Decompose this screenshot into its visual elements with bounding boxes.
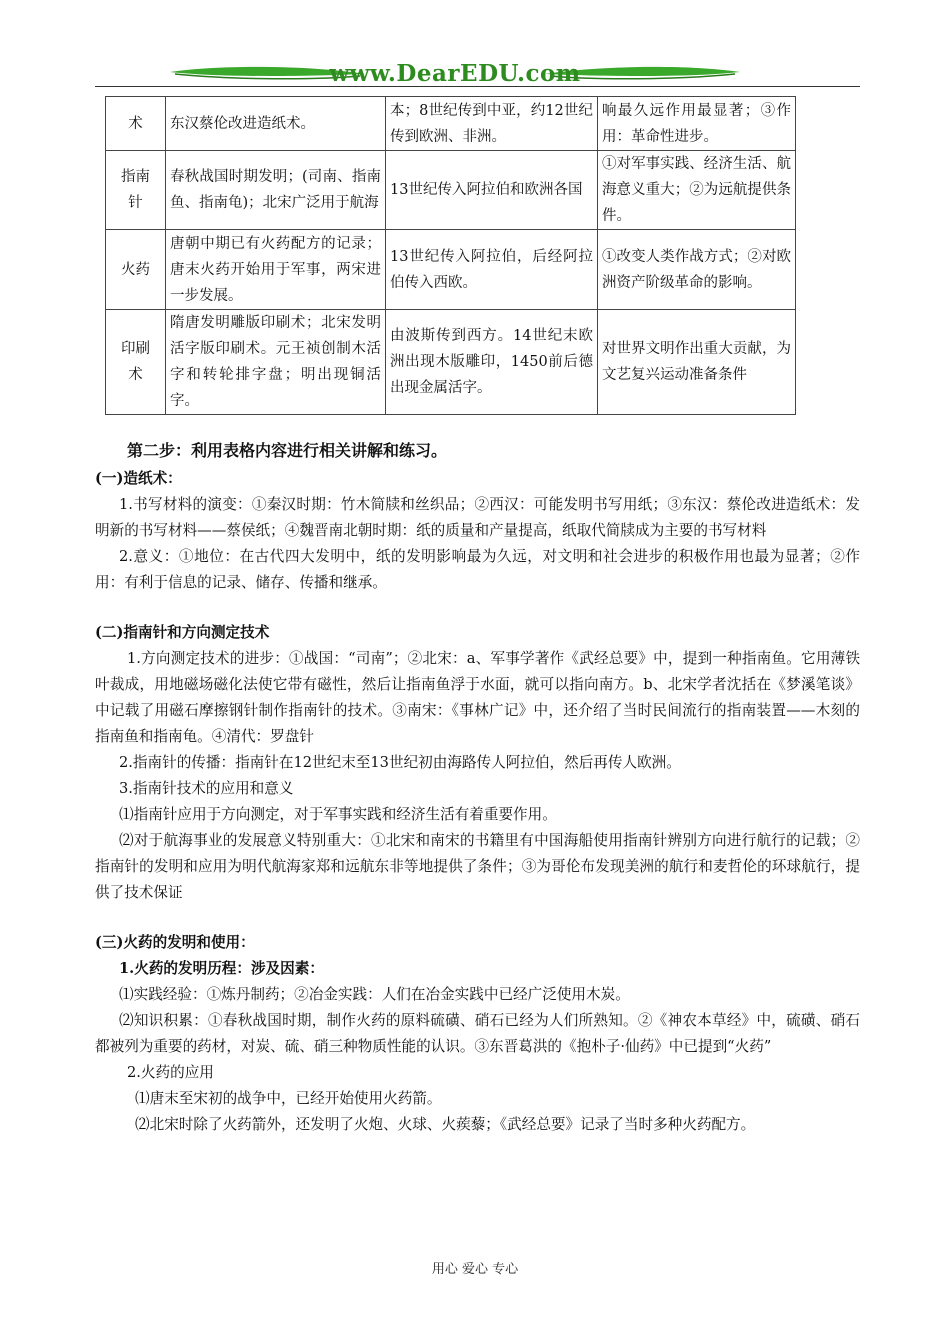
paragraph: ⑴指南针应用于方向测定，对于军事实践和经济生活有着重要作用。: [119, 806, 557, 823]
paragraph: 1.书写材料的演变：①秦汉时期：竹木简牍和丝织品；②西汉：可能发明书写用纸；③东汉：蔡伦改进造纸术：发明新的书写材料——蔡侯纸；④魏晋南北朝时期：纸的质量和产量提高，纸取代简牍成为主要的书写材料: [95, 496, 860, 539]
table-cell-invention: 指南针: [106, 151, 166, 230]
table-cell-spread: 13世纪传入阿拉伯，后经阿拉伯传入西欧。: [386, 230, 598, 310]
subheading: 1.火药的发明历程：涉及因素：: [119, 960, 324, 977]
paragraph: 2.火药的应用: [127, 1064, 214, 1081]
table-cell-impact: ①对军事实践、经济生活、航海意义重大；②为远航提供条件。: [598, 151, 796, 230]
table-cell-impact: 对世界文明作出重大贡献，为文艺复兴运动准备条件: [598, 310, 796, 415]
table-row: [106, 97, 796, 151]
table-cell-origin: 隋唐发明雕版印刷术；北宋发明活字版印刷术。元王祯创制木活字和转轮排字盘；明出现铜活字。: [166, 310, 386, 415]
inventions-table: [105, 96, 796, 415]
table-cell-invention: 火药: [106, 230, 166, 310]
paragraph: 1.方向测定技术的进步：①战国：“司南”；②北宋：a、军事学著作《武经总要》中，提到一种指南鱼。它用薄铁叶裁成，用地磁场磁化法使它带有磁性，然后让指南鱼浮于水面，就可以指向南方。b、北宋学者沈括在《梦溪笔谈》中记载了用磁石摩擦钢针制作指南针的技术。③南宋：《事林广记》中，还介绍了当时民间流行的指南装置——木刻的指南鱼和指南龟。④清代：罗盘针: [95, 650, 860, 745]
paragraph: ⑵对于航海事业的发展意义特别重大：①北宋和南宋的书籍里有中国海船使用指南针辨别方向进行航行的记载；②指南针的发明和应用为明代航海家郑和远航东非等地提供了条件；③为哥伦布发现美洲的航行和麦哲伦的环球航行，提供了技术保证: [95, 832, 860, 901]
paragraph: ⑵知识积累：①春秋战国时期，制作火药的原料硫磺、硝石已经为人们所熟知。②《神农本草经》中，硫磺、硝石都被列为重要的药材，对炭、硫、硝三种物质性能的认识。③东晋葛洪的《抱朴子·仙药》中已提到“火药”: [95, 1012, 860, 1055]
table-cell-spread: 13世纪传入阿拉伯和欧洲各国: [386, 151, 598, 230]
paragraph: 2.意义：①地位：在古代四大发明中，纸的发明影响最为久远，对文明和社会进步的积极作用也最为显著；②作用：有利于信息的记录、储存、传播和继承。: [95, 548, 860, 591]
document-body: [95, 438, 860, 1138]
site-logo: [165, 58, 745, 88]
table-cell-impact: ①改变人类作战方式；②对欧洲资产阶级革命的影响。: [598, 230, 796, 310]
table-cell-origin: 春秋战国时期发明；(司南、指南鱼、指南龟)；北宋广泛用于航海: [166, 151, 386, 230]
table-cell-invention: 印刷术: [106, 310, 166, 415]
paragraph: ⑴唐末至宋初的战争中，已经开始使用火药箭。: [135, 1090, 442, 1107]
table-row: [106, 310, 796, 415]
paragraph: 2.指南针的传播：指南针在12世纪末至13世纪初由海路传人阿拉伯，然后再传人欧洲。: [119, 754, 681, 771]
paragraph: 3.指南针技术的应用和意义: [119, 780, 294, 797]
header-rule: [95, 86, 860, 87]
table-cell-invention: 术: [106, 97, 166, 151]
table-row: [106, 230, 796, 310]
table-cell-spread: 由波斯传到西方。14世纪末欧洲出现木版雕印，1450前后德出现金属活字。: [386, 310, 598, 415]
section-heading-gunpowder: (三)火药的发明和使用：: [95, 934, 255, 951]
section-heading-papermaking: (一)造纸术：: [95, 470, 182, 487]
page-footer: 用心 爱心 专心: [431, 1262, 519, 1277]
paragraph: ⑵北宋时除了火药箭外，还发明了火炮、火球、火蒺藜；《武经总要》记录了当时多种火药配方。: [135, 1116, 756, 1133]
table-cell-spread: 本；8世纪传到中亚，约12世纪传到欧洲、非洲。: [386, 97, 598, 151]
table-cell-origin: 唐朝中期已有火药配方的记录；唐末火药开始用于军事，两宋进一步发展。: [166, 230, 386, 310]
step-title: 第二步：利用表格内容进行相关讲解和练习。: [127, 441, 448, 460]
table-row: [106, 151, 796, 230]
section-heading-compass: (二)指南针和方向测定技术: [95, 624, 270, 641]
site-logo-text: www.DearEDU.com: [329, 60, 581, 87]
table-cell-origin: 东汉蔡伦改进造纸术。: [166, 97, 386, 151]
table-cell-impact: 响最久远作用最显著；③作用：革命性进步。: [598, 97, 796, 151]
paragraph: ⑴实践经验：①炼丹制药；②冶金实践：人们在冶金实践中已经广泛使用木炭。: [119, 986, 630, 1003]
